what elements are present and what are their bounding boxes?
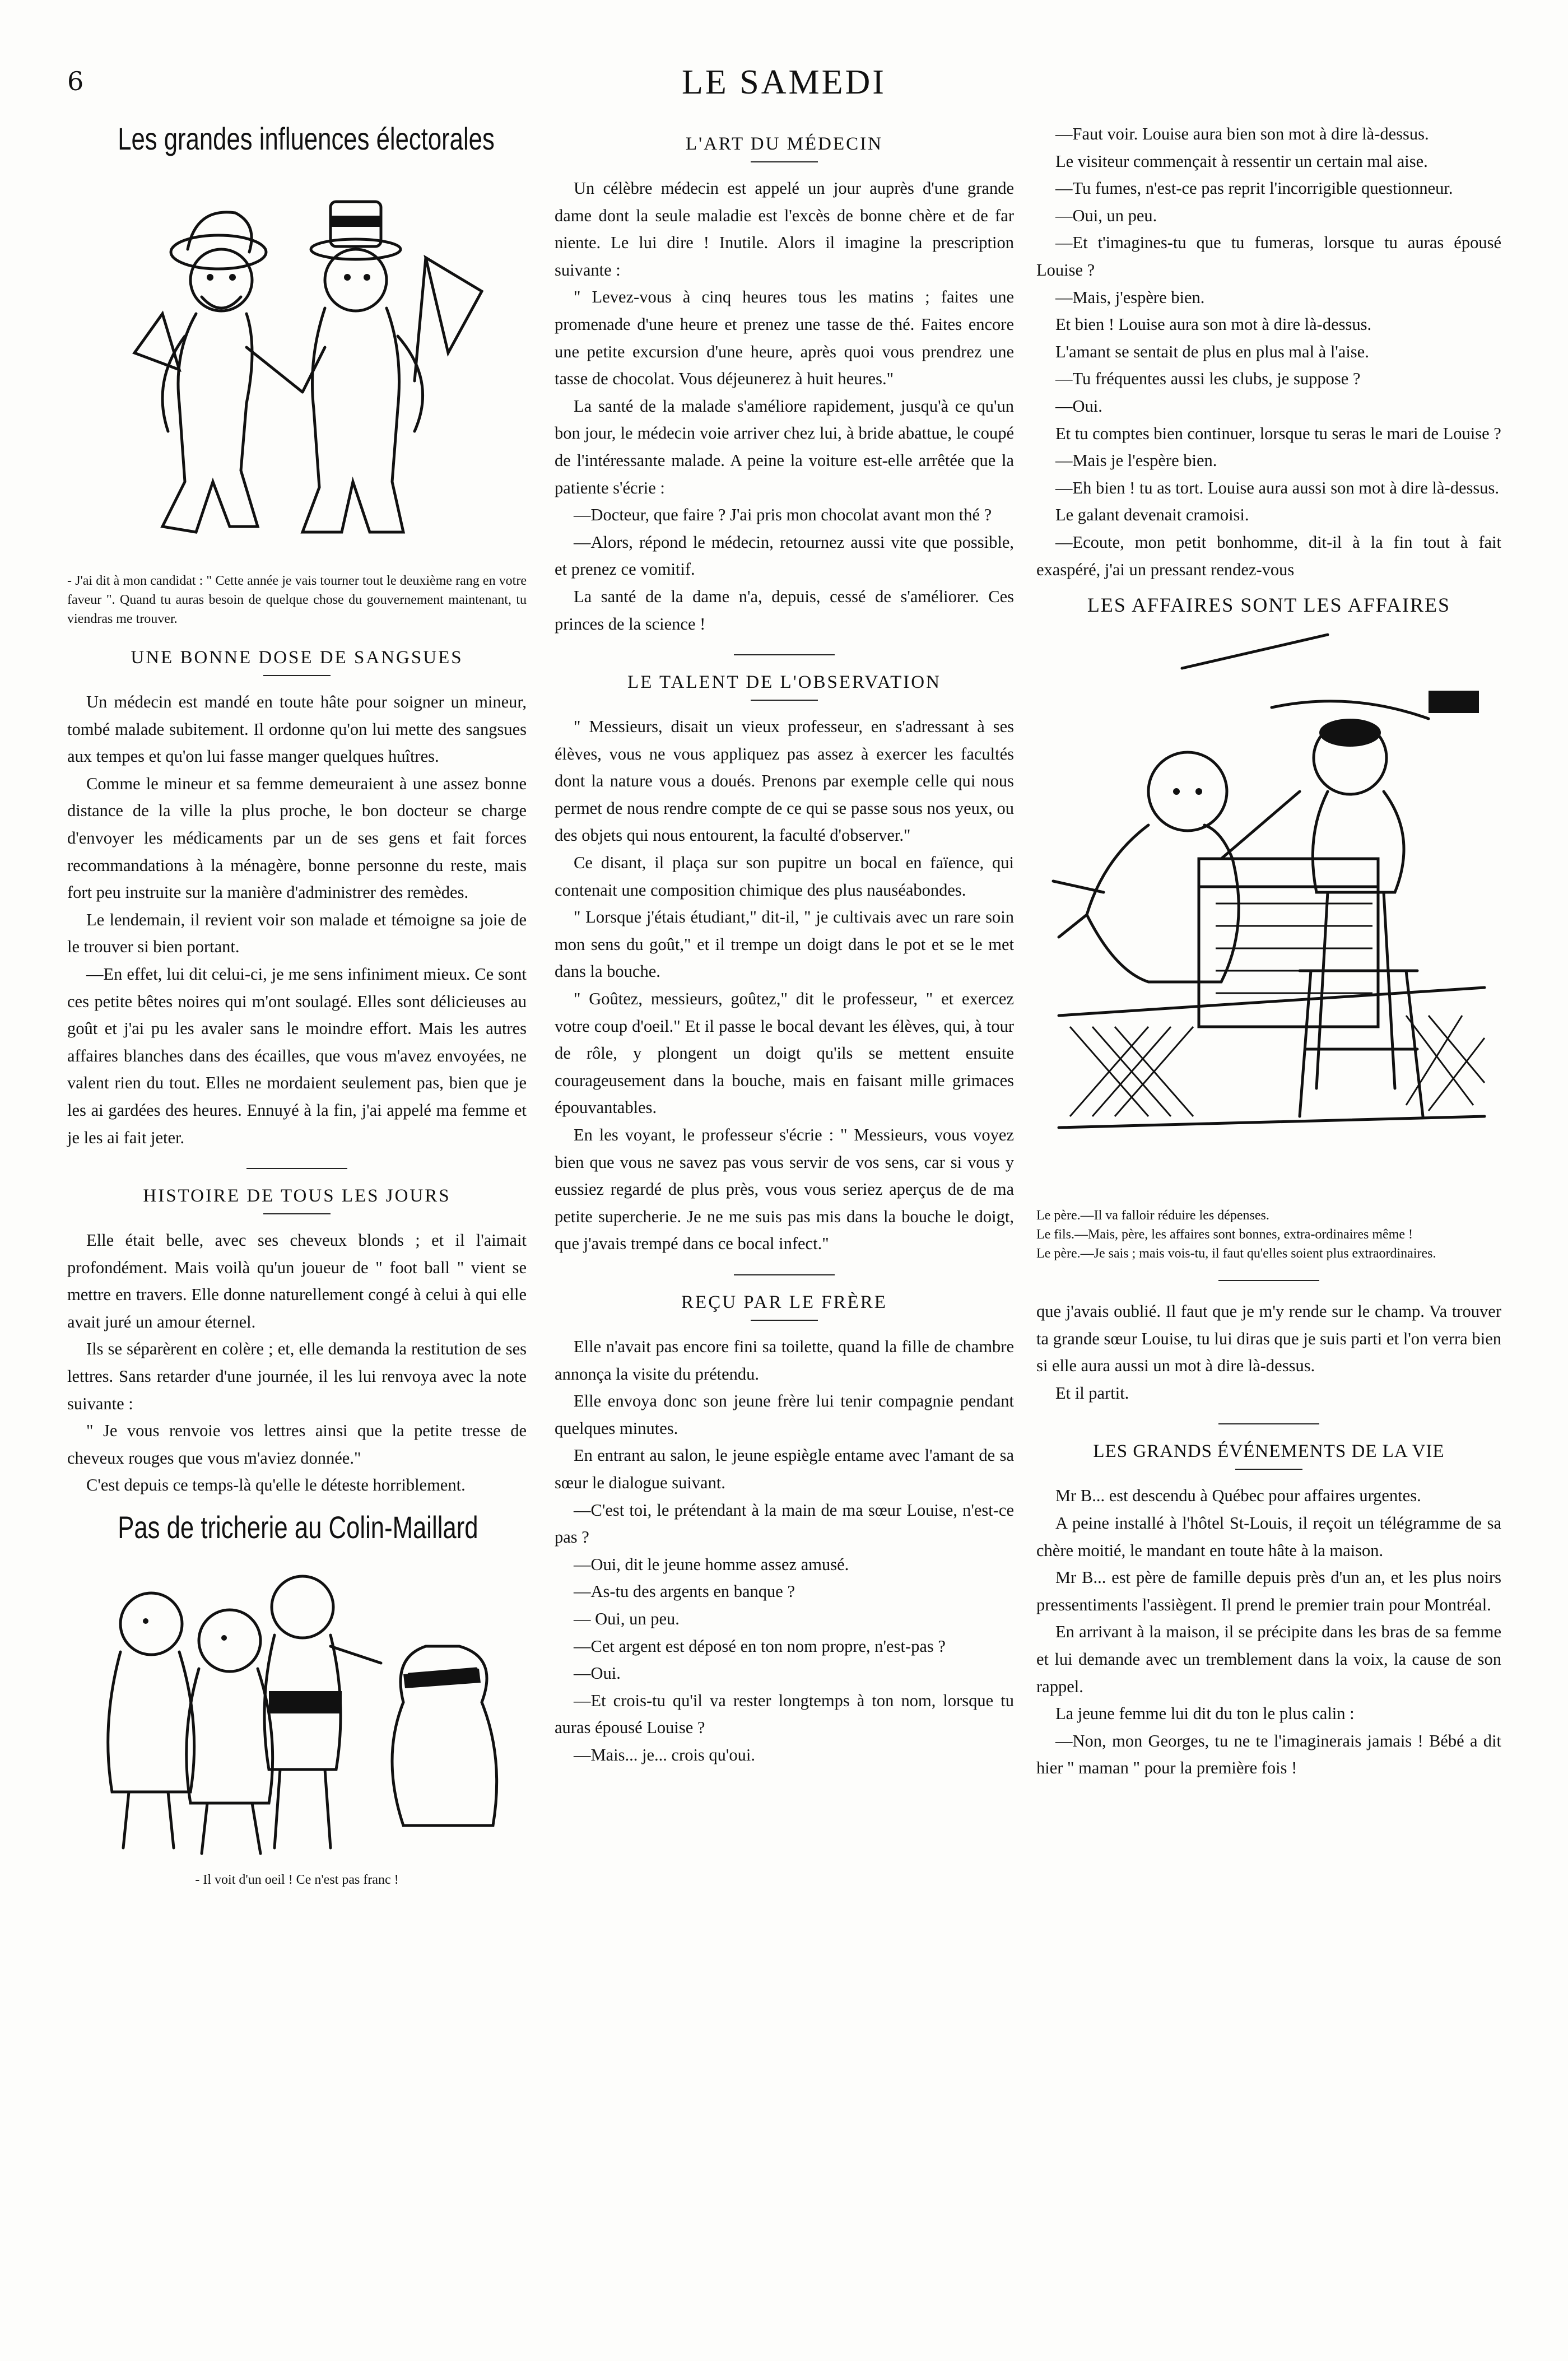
paragraph: La jeune femme lui dit du ton le plus calin :	[1055, 1704, 1355, 1724]
column-1	[67, 120, 527, 1889]
section-divider	[1218, 1423, 1319, 1424]
electoral-cartoon-illustration	[67, 168, 527, 571]
paragraph: Comme le mineur et sa femme demeuraient à une assez bonne distance de la ville la plus proche, le bon docteur se charge d'envoyer les médicaments par un de ses gens et fait forces recommandations à la ménagère, bonne personne du reste, mais fort peu instruite sur la manière d'administrer des remèdes.	[67, 774, 527, 902]
paragraph: —Oui.	[574, 1664, 621, 1683]
title-rule	[751, 1320, 818, 1321]
cartoon-caption: - J'ai dit à mon candidat : " Cette année je vais tourner tout le deuxième rang en votre faveur ". Quand tu auras besoin de quelque chose du gouvernement maintenant, tu viendras me trouver.	[67, 574, 527, 626]
colin-maillard-illustration	[67, 1557, 527, 1870]
colin-maillard-caption: - Il voit d'un oeil ! Ce n'est pas franc !	[195, 1873, 399, 1888]
paragraph: —As-tu des argents en banque ?	[574, 1582, 795, 1601]
paragraph: —En effet, lui dit celui-ci, je me sens infiniment mieux. Ce sont ces petite bêtes noires qui m'ont soulagé. Elles sont délicieuses au goût et j'ai pu les avaler sans le moindre effort. Mais les autres affaires blanches dans des écailles, que vous m'avez envoyées, ne valent rien du tout. Elles ne mordaient seulement pas, bien que je les ai gardées des heures. Ennuyé à la fin, j'ai appelé ma femme et je les ai fait jeter.	[67, 964, 527, 1147]
business-caption-line: Le père.—Il va falloir réduire les dépenses.	[1036, 1208, 1269, 1223]
paragraph: " Je vous renvoie vos lettres ainsi que la petite tresse de cheveux rouges que vous m'aviez donnée."	[67, 1421, 527, 1468]
colin-maillard-title: Pas de tricherie au Colin-Maillard	[118, 1510, 478, 1545]
section-title-recu: REÇU PAR LE FRÈRE	[681, 1292, 887, 1312]
paragraph: Et bien ! Louise aura son mot à dire là-dessus.	[1055, 315, 1372, 334]
paragraph: —Oui, dit le jeune homme assez amusé.	[574, 1554, 849, 1574]
paragraph: —Et t'imagines-tu que tu fumeras, lorsque tu auras épousé Louise ?	[1036, 233, 1501, 280]
paragraph: que j'avais oublié. Il faut que je m'y rende sur le champ. Va trouver ta grande sœur Louise, tu lui diras que je suis parti et l'on verra bien si elle aura aussi un mot à dire là-dessus.	[1036, 1302, 1501, 1376]
paragraph: —Eh bien ! tu as tort. Louise aura aussi son mot à dire là-dessus.	[1055, 478, 1499, 497]
paragraph: En entrant au salon, le jeune espiègle entame avec l'amant de sa sœur le dialogue suivant.	[555, 1446, 1014, 1492]
paragraph: Ils se séparèrent en colère ; et, elle demanda la restitution de ses lettres. Sans retarder d'une journée, il les lui renvoya avec la note suivante :	[67, 1339, 527, 1413]
paragraph: En arrivant à la maison, il se précipite dans les bras de sa femme et lui demande avec un tremblement dans la voix, la cause de son rappel.	[1036, 1622, 1501, 1696]
paragraph: " Lorsque j'étais étudiant," dit-il, " je cultivais avec un rare soin mon sens du goût," et il trempe un doigt dans le pot et se le met dans la bouche.	[555, 907, 1014, 981]
paragraph: —Tu fréquentes aussi les clubs, je suppose ?	[1055, 369, 1361, 389]
paragraph: Un médecin est mandé en toute hâte pour soigner un mineur, tombé malade subitement. Il ordonne qu'on lui mette des sangsues aux tempes et qu'on lui fasse manger quelques huîtres.	[67, 692, 527, 766]
business-cartoon-illustration	[1036, 623, 1501, 1206]
title-rule	[1235, 1469, 1302, 1470]
paragraph: —Docteur, que faire ? J'ai pris mon chocolat avant mon thé ?	[574, 505, 992, 525]
title-rule	[263, 675, 331, 676]
paragraph: —C'est toi, le prétendant à la main de ma sœur Louise, n'est-ce pas ?	[555, 1500, 1014, 1547]
paragraph: Et il partit.	[1055, 1383, 1129, 1403]
paragraph: —Oui.	[1055, 396, 1102, 416]
column-2	[555, 120, 1014, 1768]
paragraph: C'est depuis ce temps-là qu'elle le déteste horriblement.	[86, 1475, 466, 1495]
paragraph: Le lendemain, il revient voir son malade et témoigne sa joie de le trouver si bien portant.	[67, 910, 527, 957]
section-title-talent: LE TALENT DE L'OBSERVATION	[627, 672, 941, 693]
paragraph: — Oui, un peu.	[574, 1609, 680, 1628]
paragraph: —Mais, j'espère bien.	[1055, 287, 1205, 307]
title-rule	[263, 1213, 331, 1214]
paragraph: Elle envoya donc son jeune frère lui tenir compagnie pendant quelques minutes.	[555, 1391, 1014, 1438]
paragraph: " Messieurs, disait un vieux professeur, en s'adressant à ses élèves, vous ne vous appliquez pas assez à exercer les facultés dont la nature vous a doués. Prenons par exemple celle qui nous permet de nous rendre compte de ce qui se passe sous nos yeux, ou des objets qui nous entourent, la faculté d'observer."	[555, 717, 1014, 845]
paragraph: La santé de la malade s'améliore rapidement, jusqu'à ce qu'un bon jour, le médecin voie arriver chez lui, à bride abattue, le coupé de l'intéressante malade. A peine la voiture est-elle arrêtée que la patiente s'écrie :	[555, 396, 1014, 497]
paragraph: —Ecoute, mon petit bonhomme, dit-il à la fin tout à fait exaspéré, j'ai un pressant rendez-vous	[1036, 532, 1501, 579]
paragraph: Un célèbre médecin est appelé un jour auprès d'une grande dame dont la seule maladie est l'excès de bonne chère et de far niente. Le lui dire ! Inutile. Alors il imagine la prescription suivante :	[555, 179, 1014, 280]
section-title-sangsues: UNE BONNE DOSE DE SANGSUES	[131, 648, 463, 668]
section-divider	[734, 654, 835, 655]
paragraph: Elle était belle, avec ses cheveux blonds ; et il l'aimait profondément. Mais voilà qu'un joueur de " foot ball " vient se mettre en travers. Elle donne naturellement congé à celui à qui elle avait juré un amour éternel.	[67, 1231, 527, 1331]
paragraph: " Goûtez, messieurs, goûtez," dit le professeur, " et exercez votre coup d'oeil." Et il passe le bocal devant les élèves, qui, à tour de rôle, y plongent un doigt qu'ils se mettent ensuite courageusement dans la bouche, mais en faisant mille grimaces épouvantables.	[555, 989, 1014, 1117]
section-divider	[734, 1274, 835, 1275]
paragraph: —Alors, répond le médecin, retournez aussi vite que possible, et prenez ce vomitif.	[555, 532, 1014, 579]
paragraph: Mr B... est père de famille depuis près d'un an, et les plus noirs pressentiments l'assiègent. Il prend le premier train pour Montréal.	[1036, 1568, 1501, 1614]
paragraph: L'amant se sentait de plus en plus mal à l'aise.	[1055, 342, 1369, 361]
paragraph: En les voyant, le professeur s'écrie : " Messieurs, vous voyez bien que vous ne savez pas vous servir de vos sens, car si vous y eussiez regardé de plus près, vous vous seriez aperçus de de ma petite supercherie. Je ne me suis pas mis dans la bouche le doigt, que j'avais trempé dans ce bocal infect."	[555, 1125, 1014, 1254]
masthead: LE SAMEDI	[682, 63, 886, 101]
section-title-evenements: LES GRANDS ÉVÉNEMENTS DE LA VIE	[1093, 1441, 1445, 1462]
paragraph: Ce disant, il plaça sur son pupitre un bocal en faïence, qui contenait une composition chimique des plus nauséabondes.	[555, 853, 1014, 900]
title-rule	[751, 161, 818, 162]
paragraph: Et tu comptes bien continuer, lorsque tu seras le mari de Louise ?	[1055, 423, 1501, 443]
paragraph: —Mais... je... crois qu'oui.	[574, 1745, 756, 1764]
section-divider	[246, 1168, 347, 1169]
section-title-affaires: LES AFFAIRES SONT LES AFFAIRES	[1087, 594, 1451, 617]
paragraph: Le galant devenait cramoisi.	[1055, 505, 1249, 525]
paragraph: —Tu fumes, n'est-ce pas reprit l'incorrigible questionneur.	[1055, 179, 1453, 198]
title-rule	[751, 700, 818, 701]
section-divider	[1218, 1280, 1319, 1281]
paragraph: —Et crois-tu qu'il va rester longtemps à ton nom, lorsque tu auras épousé Louise ?	[555, 1691, 1014, 1738]
paragraph: Mr B... est descendu à Québec pour affaires urgentes.	[1055, 1486, 1421, 1506]
paragraph: —Non, mon Georges, tu ne te l'imaginerais jamais ! Bébé a dit hier " maman " pour la première fois !	[1036, 1731, 1501, 1778]
cartoon-title: Les grandes influences électorales	[118, 121, 495, 156]
column-3	[1036, 120, 1501, 1782]
paragraph: —Mais je l'espère bien.	[1055, 451, 1217, 471]
paragraph: Le visiteur commençait à ressentir un certain mal aise.	[1055, 151, 1428, 171]
paragraph: La santé de la dame n'a, depuis, cessé de s'améliorer. Ces princes de la science !	[555, 586, 1014, 634]
paragraph: —Cet argent est déposé en ton nom propre, n'est-pas ?	[574, 1636, 946, 1656]
section-title-art: L'ART DU MÉDECIN	[685, 134, 883, 154]
paragraph: —Oui, un peu.	[1055, 206, 1157, 225]
paragraph: A peine installé à l'hôtel St-Louis, il reçoit un télégramme de sa chère moitié, le mandant en toute hâte à la maison.	[1036, 1514, 1501, 1560]
paragraph: —Faut voir. Louise aura bien son mot à dire là-dessus.	[1055, 124, 1429, 143]
paragraph: Elle n'avait pas encore fini sa toilette, quand la fille de chambre annonça la visite du prétendu.	[555, 1336, 1014, 1384]
business-caption-line: Le fils.—Mais, père, les affaires sont bonnes, extra-ordinaires même !	[1036, 1227, 1413, 1242]
paragraph: " Levez-vous à cinq heures tous les matins ; faites une promenade d'une heure et prenez une tasse de thé. Faites encore une petite excursion d'une heure, après quoi vous prendrez une tasse de chocolat. Vous déjeunerez à huit heures."	[555, 287, 1014, 389]
section-title-histoire: HISTOIRE DE TOUS LES JOURS	[143, 1186, 451, 1207]
business-caption-line: Le père.—Je sais ; mais vois-tu, il faut qu'elles soient plus extraordinaires.	[1036, 1246, 1436, 1261]
page-number: 6	[67, 66, 84, 96]
